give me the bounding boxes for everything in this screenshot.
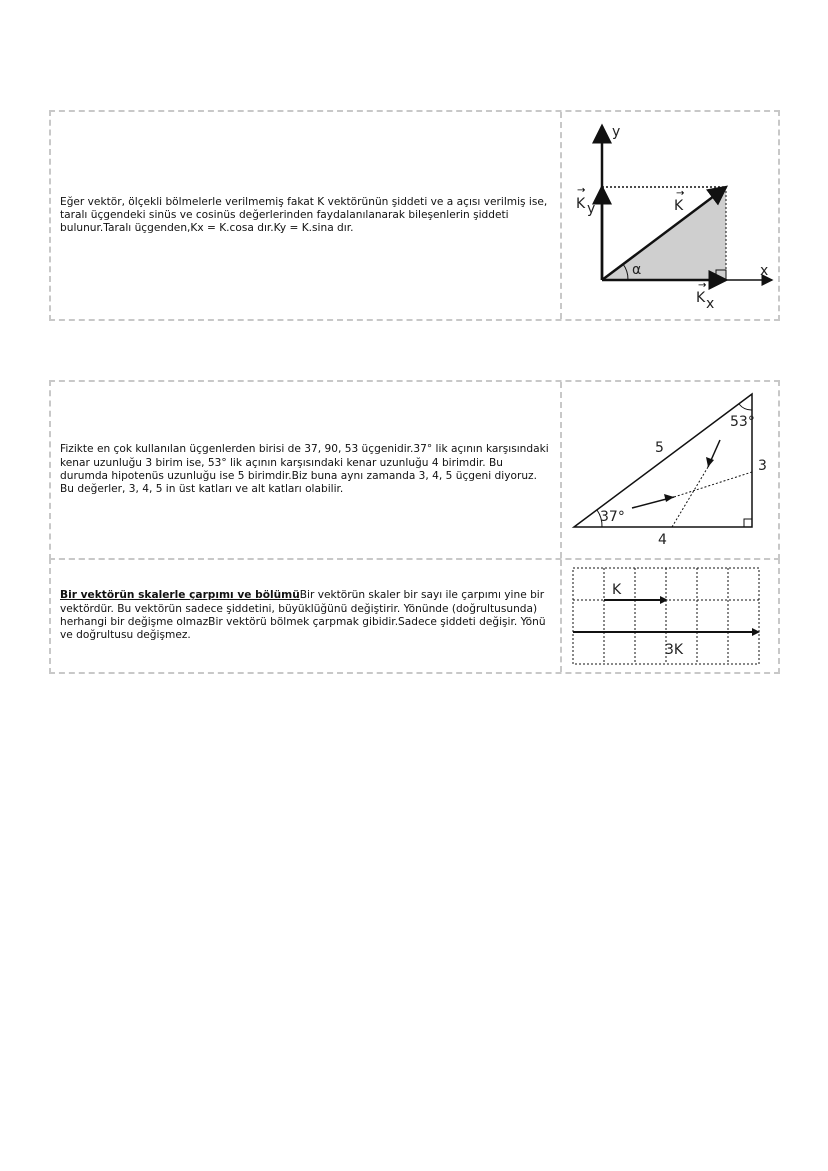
svg-text:37°: 37° [600,509,625,525]
svg-text:x: x [760,263,769,279]
svg-text:α: α [632,262,642,278]
svg-text:K: K [696,290,706,306]
section-text: Bir vektörün skaler bir sayı ile çarpımı yine bir vektördür. Bu vektörün sadece şiddetini, büyüklüğünü değiştirir. Yönünde (doğrultusunda) herhangi bir değişme olmazBir vektörü bölmek çarpmak gibidir.Sadece şiddeti değişir. Yönü ve doğrultusu değişmez. [60,589,546,642]
svg-text:3K: 3K [665,642,684,658]
svg-text:→: → [577,185,586,196]
svg-text:5: 5 [655,440,664,456]
svg-text:y: y [587,201,596,217]
svg-text:y: y [612,124,621,140]
vector-components-figure [560,112,778,319]
svg-text:K: K [612,582,622,598]
triangle-figure [560,382,778,558]
svg-text:→: → [676,188,685,199]
section-text: Eğer vektör, ölçekli bölmelerle verilmemiş fakat K vektörünün şiddeti ve a açısı verilmiş ise, taralı üçgendeki sinüs ve cosinüs değerlerinden faydalanılanarak bileşenlerin şiddeti bulunur.Taralı üçgenden,Kx = K.cosa dır.Ky = K.sina dır. [60,195,548,235]
section-scalar-multiplication [49,558,780,674]
section-37-53-triangle [49,380,780,560]
svg-text:→: → [698,280,707,291]
svg-text:K: K [576,196,586,212]
svg-text:53°: 53° [730,414,755,430]
section-text: Fizikte en çok kullanılan üçgenlerden birisi de 37, 90, 53 üçgenidir.37° lik açının karşısındaki kenar uzunluğu 3 birim ise, 53° lik açının karşısındaki kenar uzunluğu 4 birimdir. Bu durumda hipotenüs uzunluğu ise 5 birimdir.Biz buna aynı zamanda 3, 4, 5 üçgeni diyoruz. Bu değerler, 3, 4, 5 in üst katları ve alt katları olabilir. [60,443,549,496]
svg-text:K: K [674,198,684,214]
svg-text:x: x [706,296,715,312]
scalar-vector-figure [560,560,778,672]
svg-text:3: 3 [758,458,767,474]
section-title: Bir vektörün skalerle çarpımı ve bölümü [60,589,300,602]
section-vector-components [49,110,780,321]
svg-text:4: 4 [658,532,667,548]
